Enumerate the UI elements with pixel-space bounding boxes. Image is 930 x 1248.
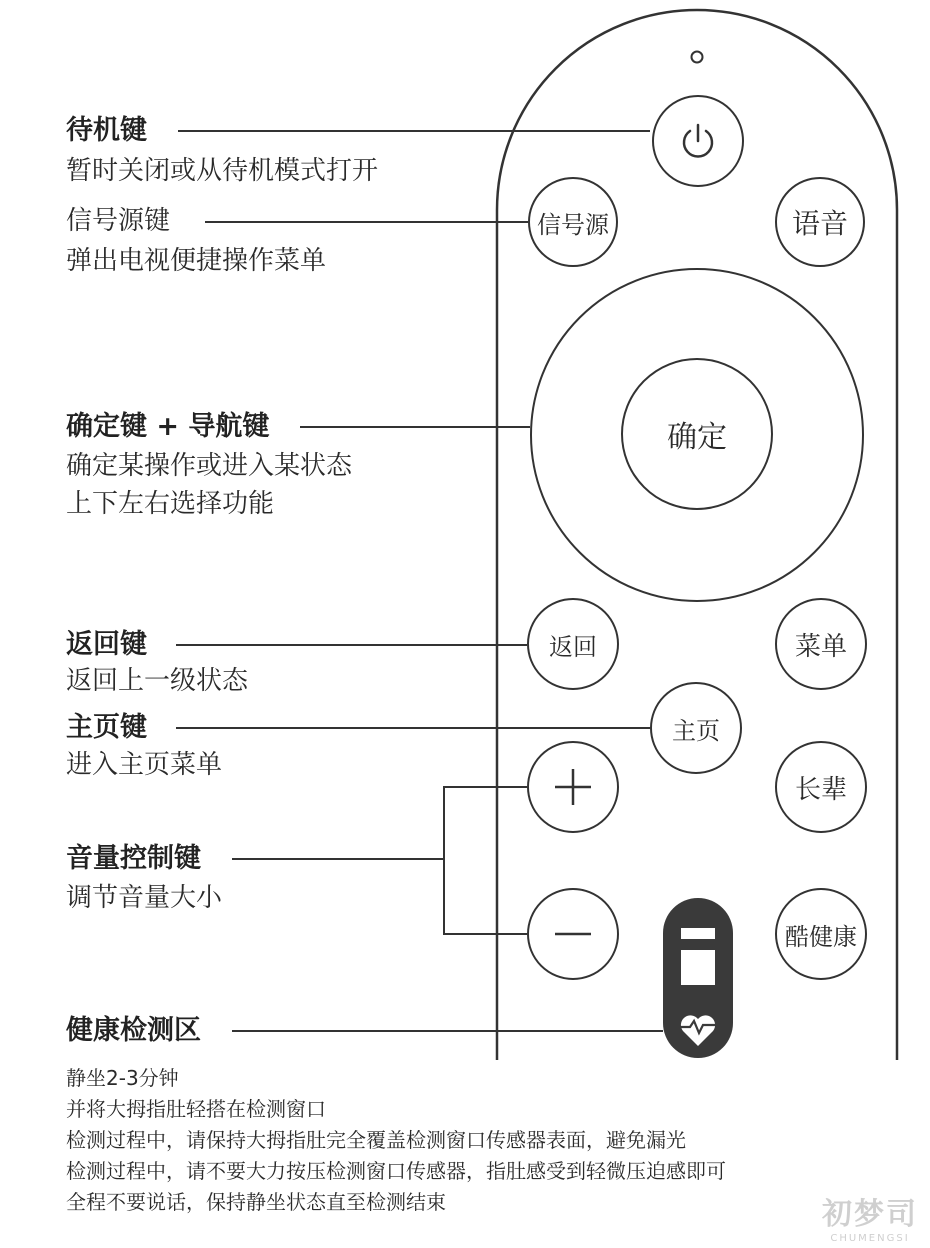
- health-note-3: 检测过程中，请保持大拇指肚完全覆盖检测窗口传感器表面，避免漏光: [66, 1128, 686, 1152]
- elder-button[interactable]: [775, 741, 867, 833]
- back-button-label: 返回: [549, 632, 597, 661]
- ok-nav-key-desc-2: 上下左右选择功能: [66, 489, 275, 519]
- power-icon: [676, 119, 720, 163]
- menu-button[interactable]: [775, 598, 867, 690]
- source-key-desc: 弹出电视便捷操作菜单: [66, 246, 327, 276]
- power-key-title: 待机键: [66, 115, 147, 146]
- sensor-window-top: [681, 928, 715, 939]
- watermark-logo: 初梦司: [822, 1197, 918, 1232]
- watermark-subtext: CHUMENGSI: [830, 1233, 910, 1244]
- power-button[interactable]: [652, 95, 744, 187]
- volume-up-button[interactable]: [527, 741, 619, 833]
- sensor-window-main: [681, 950, 715, 985]
- home-key-desc: 进入主页菜单: [66, 750, 223, 780]
- health-note-4: 检测过程中，请不要大力按压检测窗口传感器，指肚感受到轻微压迫感即可: [66, 1159, 726, 1183]
- home-button[interactable]: [650, 682, 742, 774]
- voice-button-label: 语音: [791, 207, 848, 240]
- volume-key-desc: 调节音量大小: [66, 883, 223, 913]
- health-note-5: 全程不要说话，保持静坐状态直至检测结束: [66, 1190, 446, 1214]
- health-note-1: 静坐2-3分钟: [66, 1066, 179, 1090]
- source-button-label: 信号源: [537, 210, 609, 239]
- elder-button-label: 长辈: [794, 774, 847, 805]
- health-note-2: 并将大拇指肚轻搭在检测窗口: [66, 1097, 326, 1121]
- health-button-label: 酷健康: [785, 922, 857, 951]
- home-button-label: 主页: [672, 716, 720, 745]
- ok-button[interactable]: [621, 358, 773, 510]
- voice-button[interactable]: [775, 177, 865, 267]
- plus-icon: [553, 767, 593, 807]
- ok-nav-key-title: 确定键 + 导航键: [66, 411, 270, 442]
- health-area-title: 健康检测区: [66, 1015, 201, 1046]
- source-key-title: 信号源键: [66, 206, 171, 236]
- ok-nav-key-desc-1: 确定某操作或进入某状态: [66, 451, 353, 481]
- volume-key-title: 音量控制键: [66, 843, 201, 874]
- volume-down-button[interactable]: [527, 888, 619, 980]
- back-key-desc: 返回上一级状态: [66, 666, 249, 696]
- indicator-light-icon: [692, 52, 703, 63]
- power-key-desc: 暂时关闭或从待机模式打开: [66, 156, 379, 186]
- ok-button-label: 确定: [667, 420, 727, 455]
- source-button[interactable]: [528, 177, 618, 267]
- back-button[interactable]: [527, 598, 619, 690]
- minus-icon: [553, 914, 593, 954]
- watermark: [822, 1189, 918, 1244]
- leader-bracket-volume: [444, 787, 527, 934]
- health-button[interactable]: [775, 888, 867, 980]
- menu-button-label: 菜单: [794, 631, 847, 662]
- back-key-title: 返回键: [66, 629, 147, 660]
- home-key-title: 主页键: [66, 712, 147, 743]
